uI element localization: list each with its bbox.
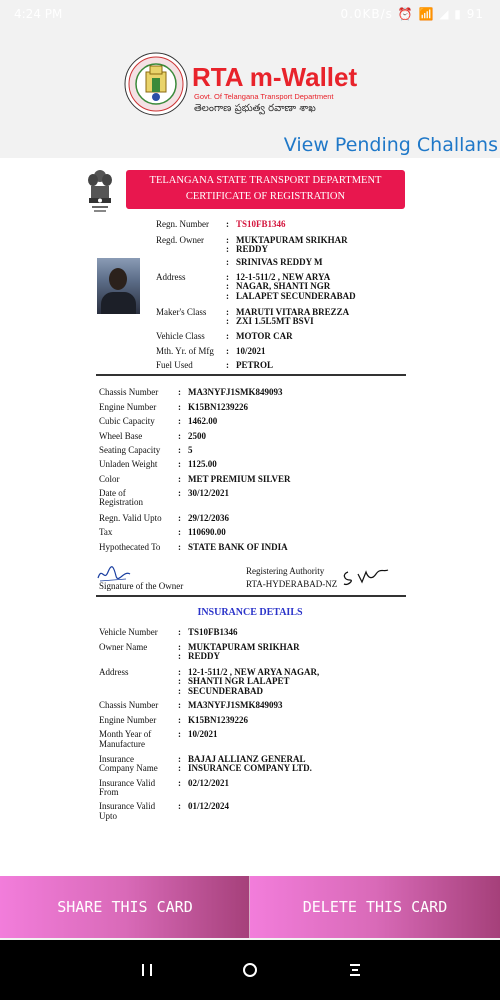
field-label: Upto — [99, 811, 117, 821]
field-label: Cubic Capacity — [99, 416, 155, 426]
field-colon: : — [226, 331, 229, 341]
field-colon: : — [178, 431, 181, 441]
dept-title: TELANGANA STATE TRANSPORT DEPARTMENT — [149, 175, 382, 186]
field-colon: : — [178, 700, 181, 710]
app-header — [0, 28, 500, 158]
field-colon: : — [178, 763, 181, 773]
field-value: 29/12/2036 — [188, 513, 230, 523]
field-value: MUKTAPURAM SRIKHAR — [188, 642, 300, 652]
field-value: BAJAJ ALLIANZ GENERAL — [188, 754, 306, 764]
field-value: MUKTAPURAM SRIKHAR — [236, 235, 348, 245]
field-colon: : — [226, 360, 229, 370]
field-label: Vehicle Number — [99, 627, 158, 637]
field-label: Date of — [99, 488, 126, 498]
field-label: Month Year of — [99, 729, 152, 739]
telugu-line: తెలంగాణ ప్రభుత్వ రవాణా శాఖ — [194, 103, 316, 114]
telangana-emblem-icon — [124, 52, 188, 116]
field-label: Owner Name — [99, 642, 148, 652]
field-colon: : — [226, 235, 229, 245]
field-value: 10/2021 — [236, 346, 266, 356]
field-label: Company Name — [99, 763, 158, 773]
field-colon: : — [178, 778, 181, 788]
divider — [96, 374, 406, 376]
field-label: Vehicle Class — [156, 331, 205, 341]
field-label: Insurance Valid — [99, 801, 156, 811]
field-colon: : — [226, 219, 229, 229]
home-icon[interactable] — [235, 958, 265, 982]
field-value: 01/12/2024 — [188, 801, 230, 811]
system-nav-bar — [0, 940, 500, 1000]
field-colon: : — [178, 387, 181, 397]
field-label: From — [99, 787, 119, 797]
field-value: MET PREMIUM SILVER — [188, 474, 291, 484]
field-value: 1462.00 — [188, 416, 218, 426]
field-value: MA3NYFJ1SMK849093 — [188, 387, 283, 397]
field-label: Fuel Used — [156, 360, 193, 370]
field-colon: : — [226, 307, 229, 317]
field-label: Maker's Class — [156, 307, 207, 317]
rta-signature — [340, 566, 390, 588]
field-value: SHANTI NGR LALAPET — [188, 676, 290, 686]
field-colon: : — [178, 459, 181, 469]
field-colon: : — [178, 686, 181, 696]
field-value: INSURANCE COMPANY LTD. — [188, 763, 312, 773]
field-label: Color — [99, 474, 120, 484]
app-title: RTA m-Wallet — [192, 62, 358, 92]
field-value: TS10FB1346 — [188, 627, 238, 637]
field-label: Regn. Number — [156, 219, 209, 229]
field-label: Wheel Base — [99, 431, 143, 441]
recent-apps-icon[interactable] — [132, 958, 162, 982]
field-colon: : — [178, 488, 181, 498]
field-colon: : — [178, 801, 181, 811]
field-label: Engine Number — [99, 402, 157, 412]
field-label: Registration — [99, 497, 143, 507]
field-label: Chassis Number — [99, 387, 159, 397]
field-colon: : — [178, 445, 181, 455]
field-label: Insurance — [99, 754, 134, 764]
field-colon: : — [178, 651, 181, 661]
field-value: NAGAR, SHANTI NGR — [236, 281, 331, 291]
field-value: 1125.00 — [188, 459, 217, 469]
field-colon: : — [226, 257, 229, 267]
field-colon: : — [178, 676, 181, 686]
field-label: Address — [156, 272, 186, 282]
field-colon: : — [178, 729, 181, 739]
field-colon: : — [226, 346, 229, 356]
field-label: Insurance Valid — [99, 778, 156, 788]
field-colon: : — [178, 542, 181, 552]
field-value: 02/12/2021 — [188, 778, 230, 788]
field-colon: : — [178, 402, 181, 412]
delete-card-button[interactable]: DELETE THIS CARD — [250, 876, 500, 938]
field-value: 2500 — [188, 431, 206, 441]
field-value: MA3NYFJ1SMK849093 — [188, 700, 283, 710]
field-value: PETROL — [236, 360, 274, 370]
field-label: Regd. Owner — [156, 235, 204, 245]
field-label: Chassis Number — [99, 700, 159, 710]
field-value: REDDY — [188, 651, 221, 661]
field-colon: : — [178, 627, 181, 637]
field-colon: : — [178, 667, 181, 677]
field-colon: : — [226, 281, 229, 291]
field-value: SRINIVAS REDDY M — [236, 257, 323, 267]
field-value: STATE BANK OF INDIA — [188, 542, 288, 552]
field-value: K15BN1239226 — [188, 402, 249, 412]
divider — [96, 595, 406, 597]
field-value: 5 — [188, 445, 193, 455]
field-value: 30/12/2021 — [188, 488, 230, 498]
field-label: Tax — [99, 527, 113, 537]
rc-title-box — [126, 170, 405, 209]
field-value: 12-1-511/2 , NEW ARYA — [236, 272, 331, 282]
registration-card: TELANGANA STATE TRANSPORT DEPARTMENT CERTIFICATE OF REGISTRATION Regn. Number : TS10FB1346 Regd. Owner : MUKTAPURAM SRIKHAR : REDDY : SRINIVAS REDDY M Address : 12-1-511/2 , NEW ARYA : NAGAR, SHANTI NGR : LALAPET SECUNDERABAD Maker's Class : MARUTI VITARA BREZZA : ZXI 1.5L5MT BSVI Vehicle Class : MOTOR CAR Mth. Yr. of Mfg : 10/2021 Fuel Used : PETROL Chassis Number : MA3NYFJ1SMK849093 Engine Number : K15BN1239226 Cubic Capacity : 1462.00 Wheel Base : 2500 Seating Capacity : 5 Unladen Weight : 1125.00 Color : MET PREMIUM SILVER Date of : 30/12/2021 Registration Regn. Valid Upto : 29/12/2036 Tax : 110690.00 Hypothecated To : STATE BANK OF INDIA Signature of the Owner Registering Authority RTA-HYDERABAD-NZ INSURANCE DETAILS Vehicle Number : TS10FB1346 Owner Name : MUKTAPURAM SRIKHAR : REDDY Address : 12-1-511/2 , NEW ARYA NAGAR, : SHANTI NGR LALAPET : SECUNDERABAD Chassis Number : MA3NYFJ1SMK849093 Engine Number : K15BN1239226 Month Year of : 10/2021 Manufacture Insurance : BAJAJ ALLIANZ GENERAL Company Name : INSURANCE COMPANY LTD. Insurance Valid : 02/12/2021 From Insurance Valid : 01/12/2024 Upto — [0, 158, 500, 876]
field-value: K15BN1239226 — [188, 715, 249, 725]
field-value: SECUNDERABAD — [188, 686, 264, 696]
field-value: 12-1-511/2 , NEW ARYA NAGAR, — [188, 667, 320, 677]
field-colon: : — [226, 316, 229, 326]
field-colon: : — [178, 513, 181, 523]
back-menu-icon[interactable] — [340, 958, 370, 982]
field-label: Mth. Yr. of Mfg — [156, 346, 214, 356]
share-card-button[interactable]: SHARE THIS CARD — [0, 876, 250, 938]
owner-photo — [97, 258, 140, 314]
field-label: Seating Capacity — [99, 445, 161, 455]
field-value: MARUTI VITARA BREZZA — [236, 307, 350, 317]
field-colon: : — [178, 527, 181, 537]
field-colon: : — [226, 291, 229, 301]
field-value: MOTOR CAR — [236, 331, 293, 341]
field-value: 110690.00 — [188, 527, 226, 537]
field-colon: : — [226, 244, 229, 254]
field-label: Unladen Weight — [99, 459, 158, 469]
field-value: LALAPET SECUNDERABAD — [236, 291, 356, 301]
status-time: 4:24 PM — [14, 7, 63, 21]
field-colon: : — [178, 754, 181, 764]
field-label: Manufacture — [99, 739, 145, 749]
field-colon: : — [178, 715, 181, 725]
cert-title: CERTIFICATE OF REGISTRATION — [185, 191, 346, 202]
field-colon: : — [226, 272, 229, 282]
status-bar — [0, 0, 500, 28]
field-value: TS10FB1346 — [236, 219, 286, 229]
ashoka-emblem-icon — [86, 168, 114, 214]
field-value: ZXI 1.5L5MT BSVI — [236, 316, 314, 326]
govt-line: Govt. Of Telangana Transport Department — [194, 92, 334, 101]
field-label: Engine Number — [99, 715, 157, 725]
field-colon: : — [178, 642, 181, 652]
status-indicators: 0.0KB/s ⏰ 📶 ◢ ▮ 91 — [340, 7, 484, 21]
insurance-title: INSURANCE DETAILS — [197, 607, 303, 618]
field-label: Hypothecated To — [99, 542, 161, 552]
field-value: 10/2021 — [188, 729, 218, 739]
field-value: REDDY — [236, 244, 269, 254]
field-colon: : — [178, 416, 181, 426]
field-label: Regn. Valid Upto — [99, 513, 162, 523]
view-pending-challans-link[interactable]: View Pending Challans — [283, 134, 498, 156]
field-label: Address — [99, 667, 129, 677]
field-colon: : — [178, 474, 181, 484]
